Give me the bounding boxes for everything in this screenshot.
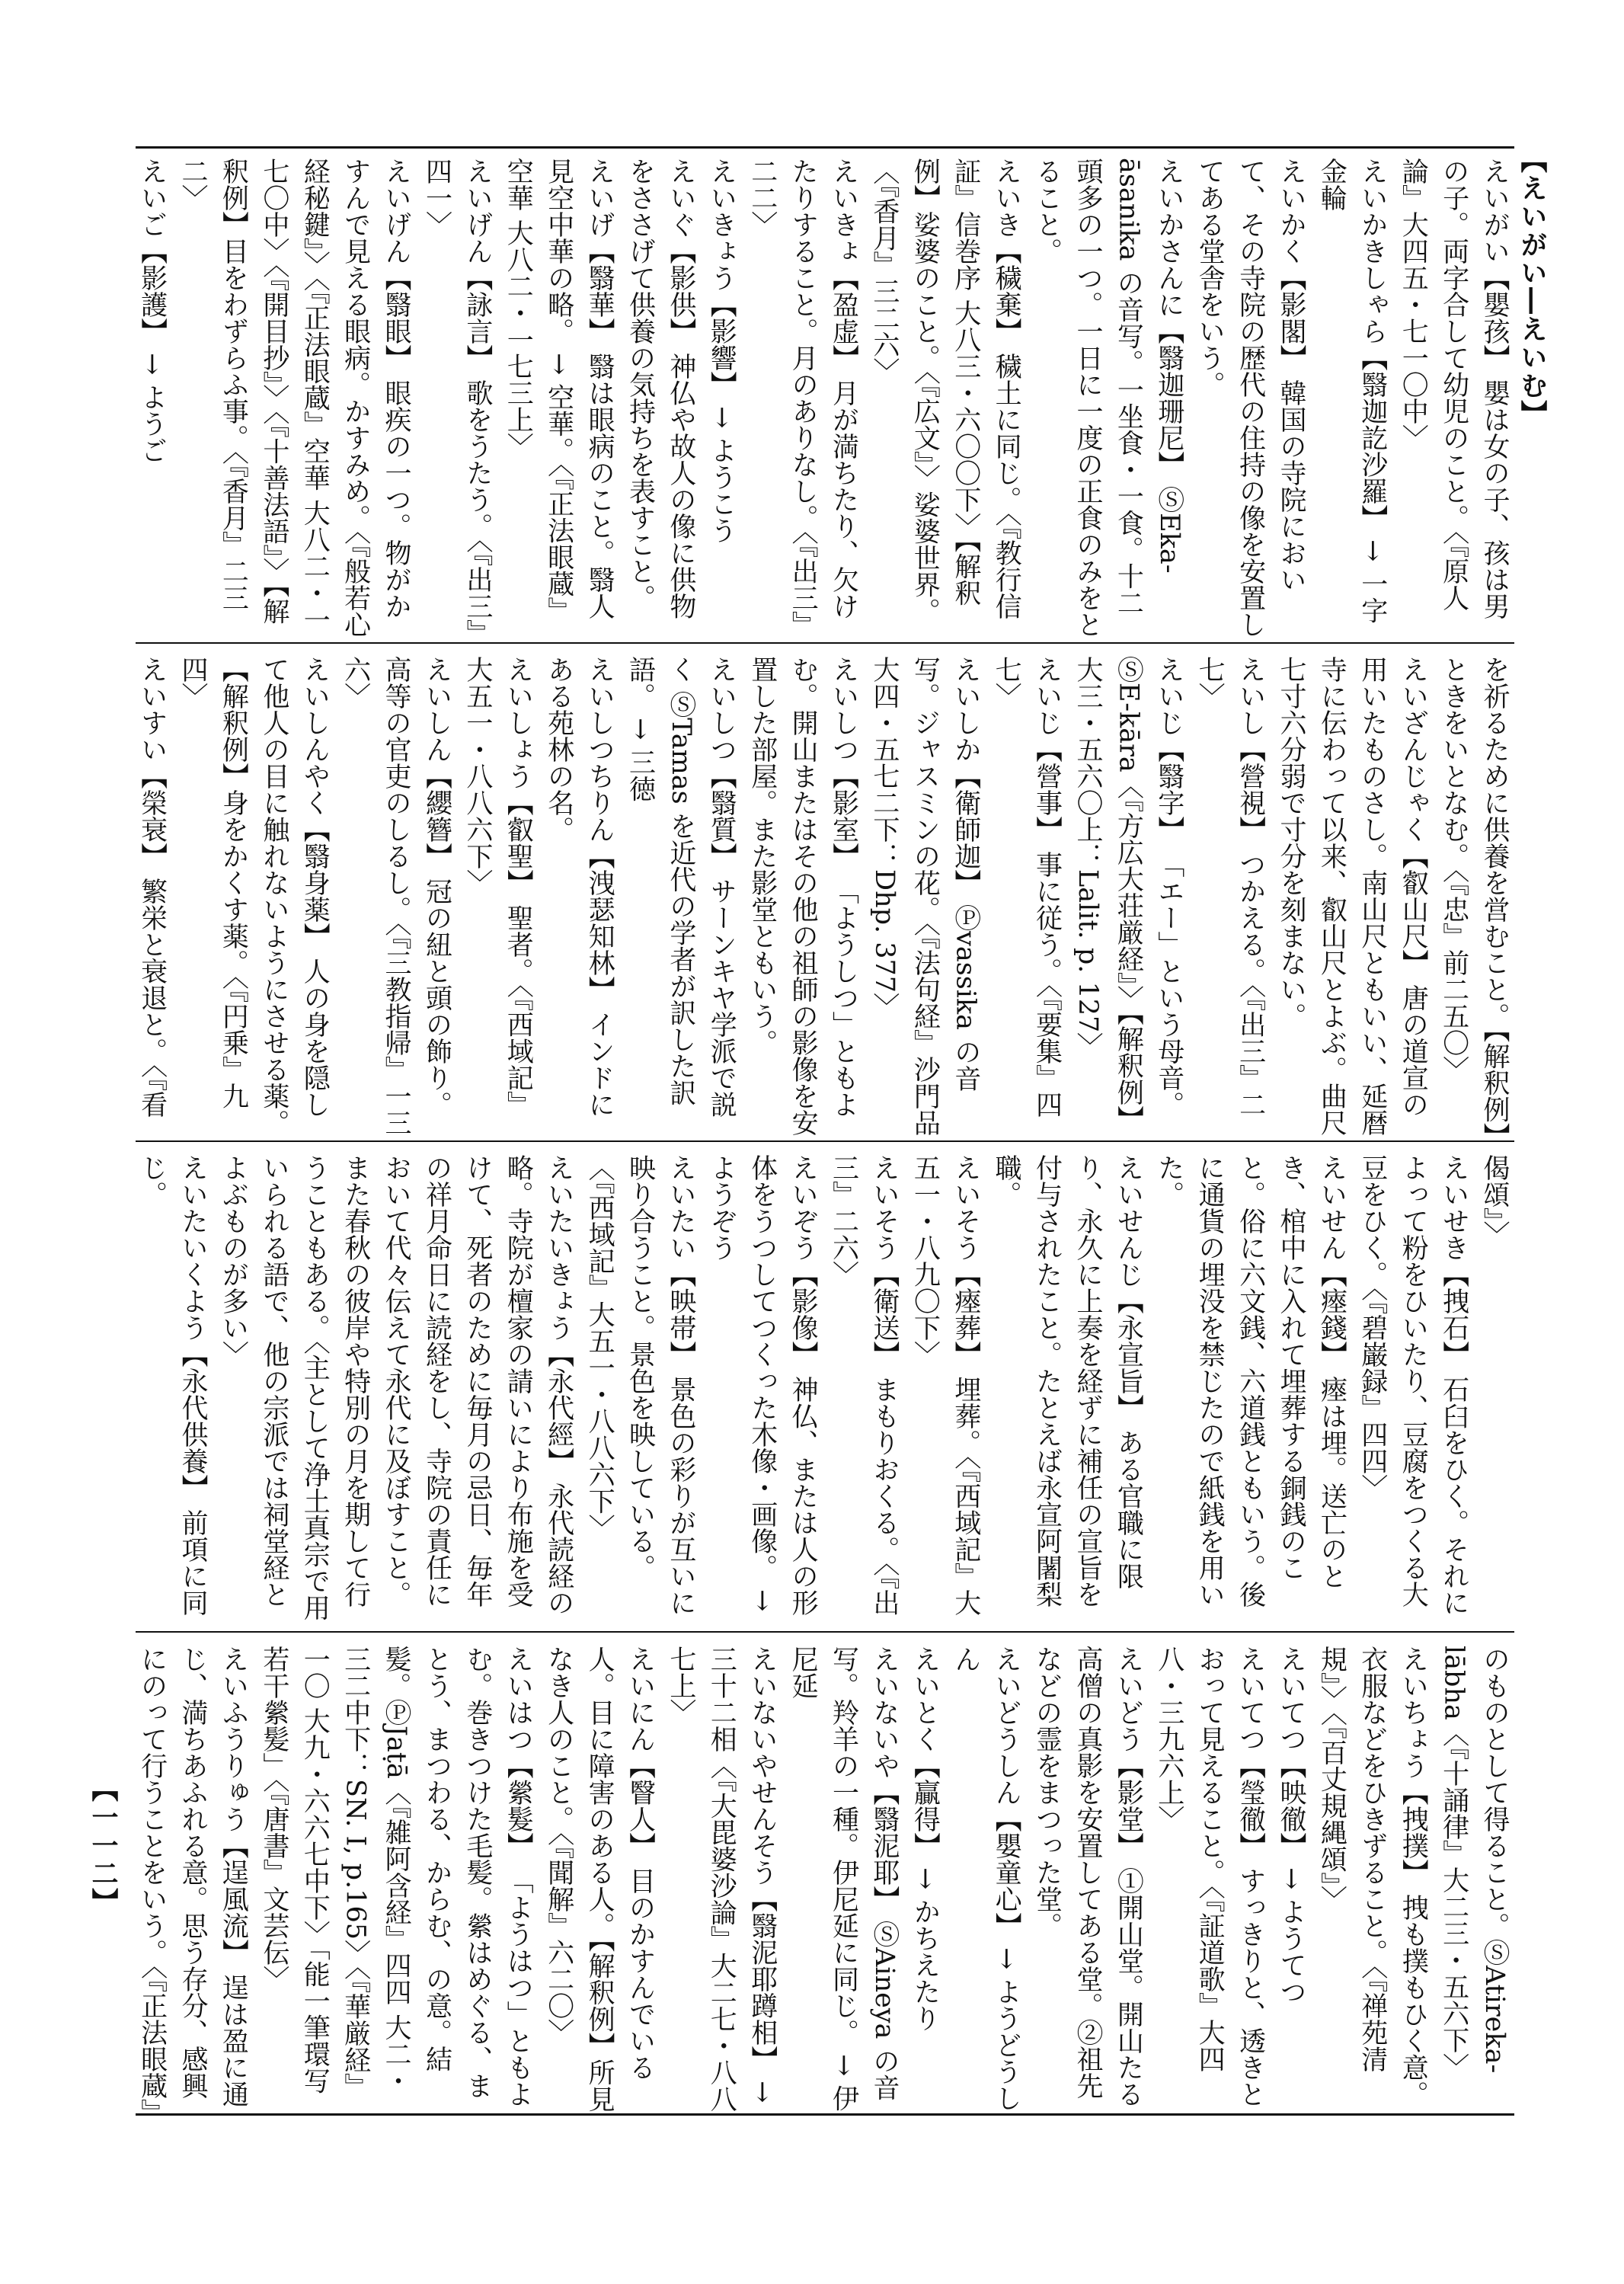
- dictionary-entry: えいそう【衛送】 まもりおくる。〈『出三』二六〉: [828, 1154, 900, 1617]
- dictionary-entry: えいげん【詠言】 歌をうたう。〈『出三』四一〉: [421, 158, 493, 633]
- dictionary-entry: えいざんじゃく【叡山尺】 唐の道宣の用いたものさし。南山尺ともいい、延暦寺に伝わって以来、叡山尺とよぶ。曲尺七寸六分弱で寸分を刻まない。: [1275, 656, 1429, 1136]
- dictionary-entry: 偈頌』〉: [1479, 1154, 1510, 1248]
- dictionary-entry: えいかく【影閣】 韓国の寺院において、その寺院の歴代の住持の像を安置してある堂舎をいう。: [1194, 158, 1306, 638]
- dictionary-entry: えいき【穢棄】 穢土に同じ。〈『教行信証』信巻序 大八三・六〇〇下〉【解釈例】娑婆のこと。〈『広文』〉娑婆世界。〈『香月』三二六〉: [868, 158, 1022, 625]
- page-number: 【一一二】: [88, 1775, 118, 1916]
- dictionary-entry: えいかきしゃら【翳迦訖沙羅】 → 一字金輪: [1316, 158, 1388, 624]
- dictionary-entry: えいしょう【叡聖】 聖者。〈『西域記』大五一・八八六下〉: [462, 656, 534, 1118]
- dictionary-entry: えいそう【瘞葬】 埋葬。〈『西域記』大五一・八九〇下〉: [910, 1154, 981, 1617]
- tier-1: [136, 149, 1514, 640]
- dictionary-entry: えいしつ【影室】 「ようしつ」ともよむ。開山またはその他の祖師の影像を安置した部屋。また影堂ともいう。: [746, 656, 859, 1136]
- dictionary-entry: えいはつ【縈髮】 「ようはつ」ともよむ。巻きつけた毛髪。縈はめぐる、まとう、まつわる、からむ、の意。結髪。ⓅJaṭā〈『雑阿含経』四四 大二・三二中下：SN. I, p.165〉〈『華厳経』一〇 大九・六六七中下〉「能一筆環写若干縈髪」〈『唐書』文芸伝〉: [258, 1646, 534, 2108]
- dictionary-entry: えいしん【纓簪】 冠の紐と頭の飾り。高等の官吏のしるし。〈『三教指帰』一三六〉: [340, 656, 452, 1136]
- dictionary-entry: えいてつ【瑩徹】 すっきりと、透きとおって見えること。〈『証道歌』大四八・三九六上〉: [1153, 1646, 1266, 2108]
- dictionary-entry: えいげ【翳華】 翳は眼病のこと。翳人見空中華の略。 → 空華。〈『正法眼蔵』空華 大八二・一七三上〉: [503, 158, 615, 624]
- dictionary-entry: えいしか【衛師迦】 Ⓟvassika の音写。ジャスミンの花。〈『法句経』沙門品 大四・五七二下：Dhp. 377〉: [868, 656, 981, 1136]
- dictionary-entry: のものとして得ること。ⓈAtireka-lābha〈『十誦律』大二三・五六下〉: [1438, 1646, 1510, 2081]
- tier-separator: [136, 1140, 1514, 1142]
- dictionary-entry: えいしんやく【翳身薬】 人の身を隠して他人の目に触れないようにさせる薬。【解釈例】身をかくす薬。〈『円乗』九四〉: [177, 656, 331, 1136]
- dictionary-entry: えいふうりゅう【逞風流】 逞は盈に通じ、満ちあふれる意。思う存分、感興にのって行うことをいう。〈『正法眼蔵』: [136, 1646, 249, 2113]
- dictionary-entry: えいどう【影堂】 ①開山堂。開山たる高僧の真影を安置してある堂。②祖先などの霊をまつった堂。: [1031, 1646, 1144, 2108]
- dictionary-entry: えいないや【翳泥耶】 ⓈAineya の音写。羚羊の一種。伊尼延に同じ。 → 伊尼延: [788, 1646, 900, 2112]
- dictionary-entry: えいたいきょう【永代經】 永代読経の略。寺院が檀家の請いにより布施を受けて、死者のために毎月の忌日、毎年の祥月命日に読経をし、寺院の責任において代々伝えて永代に及ぼすこと。また春秋の彼岸や特別の月を期して行うこともある。〈主として浄土真宗で用いられる語で、他の宗派では祠堂経とよぶものが多い〉: [218, 1154, 574, 1621]
- dictionary-entry: えいどうしん【嬰童心】 → ようどうしん: [950, 1646, 1022, 2112]
- dictionary-entry: えいすい【榮衰】 繁栄と衰退と。〈『看: [136, 656, 168, 1118]
- dictionary-entry: えいせき【拽石】 石臼をひく。それによって粉をひいたり、豆腐をつくる大豆をひく。〈『碧巌録』四四〉: [1357, 1154, 1469, 1617]
- dictionary-entry: えいしつ【翳質】 サーンキヤ学派で説く ⓈTamas を近代の学者が訳した訳語。 → 三徳: [625, 656, 737, 1118]
- dictionary-entry: えいにん【瞖人】 目のかすんでいる人。目に障害のある人。【解釈例】所見なき人のこと。〈『聞解』六二〇〉: [543, 1646, 656, 2113]
- dictionary-entry: えいじ【營事】 事に従う。〈『要集』四七〉: [991, 656, 1063, 1118]
- tier-4: [136, 1636, 1514, 2116]
- dictionary-entry: えいせんじ【永宣旨】 ある官職に限り、永久に上奏を経ずに補任の宣旨を付与されたこと。たとえば永宣阿闍梨職。: [991, 1154, 1144, 1607]
- dictionary-entry: えいせん【瘞錢】 瘞は埋。送亡のとき、棺中に入れて埋葬する銅銭のこと。俗に六文銭、六道銭ともいう。後に通貨の埋没を禁じたので紙銭を用いた。: [1153, 1154, 1347, 1607]
- dictionary-frame: [136, 146, 1514, 2116]
- dictionary-entry: えいきょ【盈虚】 月が満ちたり、欠けたりすること。月のありなし。〈『出三』二二〉: [746, 158, 859, 638]
- dictionary-entry: えいたいくよう【永代供養】 前項に同じ。: [136, 1154, 208, 1617]
- dictionary-entry: えいかさんに【翳迦珊尼】 ⓈEka-āsanika の音写。一坐食・一食。十二頭多の一つ。一日に一度の正食のみをとること。: [1031, 158, 1184, 638]
- tier-2: [136, 647, 1514, 1138]
- dictionary-entry: えいご【影護】 → ようご: [136, 158, 168, 464]
- dictionary-entry: えいしつちりん【洩瑟知林】 インドにある苑林の名。: [543, 656, 615, 1118]
- dictionary-entry: えいてつ【映徹】 → ようてつ: [1275, 1646, 1306, 2005]
- dictionary-entry: えいぐ【影供】 神仏や故人の像に供物をささげて供養の気持ちを表すこと。: [625, 158, 696, 620]
- dictionary-entry: えいとく【贏得】 → かちえたり: [910, 1646, 941, 2032]
- dictionary-entry: えいげん【翳眼】 眼疾の一つ。物がかすんで見える眼病。かすみめ。〈『般若心経秘鍵』〉〈『正法眼蔵』空華 大八二・一七〇中〉〈『開目抄』〉〈『十善法語』〉【解釈例】目をわずらふ事。〈『香月』二三二〉: [177, 158, 412, 638]
- tier-3: [136, 1145, 1514, 1630]
- tier-separator: [136, 642, 1514, 644]
- dictionary-entry: えいがい【嬰孩】 嬰は女の子、孩は男の子。両字合して幼児のこと。〈『原人論』大四五・七一〇中〉: [1398, 158, 1510, 620]
- dictionary-entry: えいぞう【影像】 神仏、または人の形体をうつしてつくった木像・画像。 → ようぞう: [706, 1154, 819, 1617]
- dictionary-entry: えいし【營視】 つかえる。〈『出三』二七〉: [1194, 656, 1266, 1118]
- running-head: 【えいがい―えいむ】: [1517, 146, 1547, 428]
- dictionary-entry: えいないやせんそう【翳泥耶蹲相】 → 三十二相〈『大毘婆沙論』大二七・八八七上〉: [665, 1646, 778, 2113]
- tier-separator: [136, 1631, 1514, 1633]
- dictionary-entry: えいきょう【影響】 → ようこう: [706, 158, 737, 544]
- dictionary-entry: えいたい【映帯】 景色の彩りが互いに映り合うこと。景色を映している。〈『西域記』大五一・八八六下〉: [584, 1154, 696, 1617]
- dictionary-entry: えいじ【翳字】 「エー」という母音。ⓈE-kāra〈『方広大荘厳経』〉【解釈例】大三・五六〇上：Lalit. p. 127〉: [1072, 656, 1184, 1133]
- dictionary-entry: を祈るために供養を営むこと。【解釈例】ときをいとなむ。〈『忠』前二五〇〉: [1438, 656, 1510, 1136]
- dictionary-entry: えいちょう【拽撲】 拽も撲もひく意。衣服などをひきずること。〈『禅苑清規』〉〈『百丈規縄頌』〉: [1316, 1646, 1429, 2108]
